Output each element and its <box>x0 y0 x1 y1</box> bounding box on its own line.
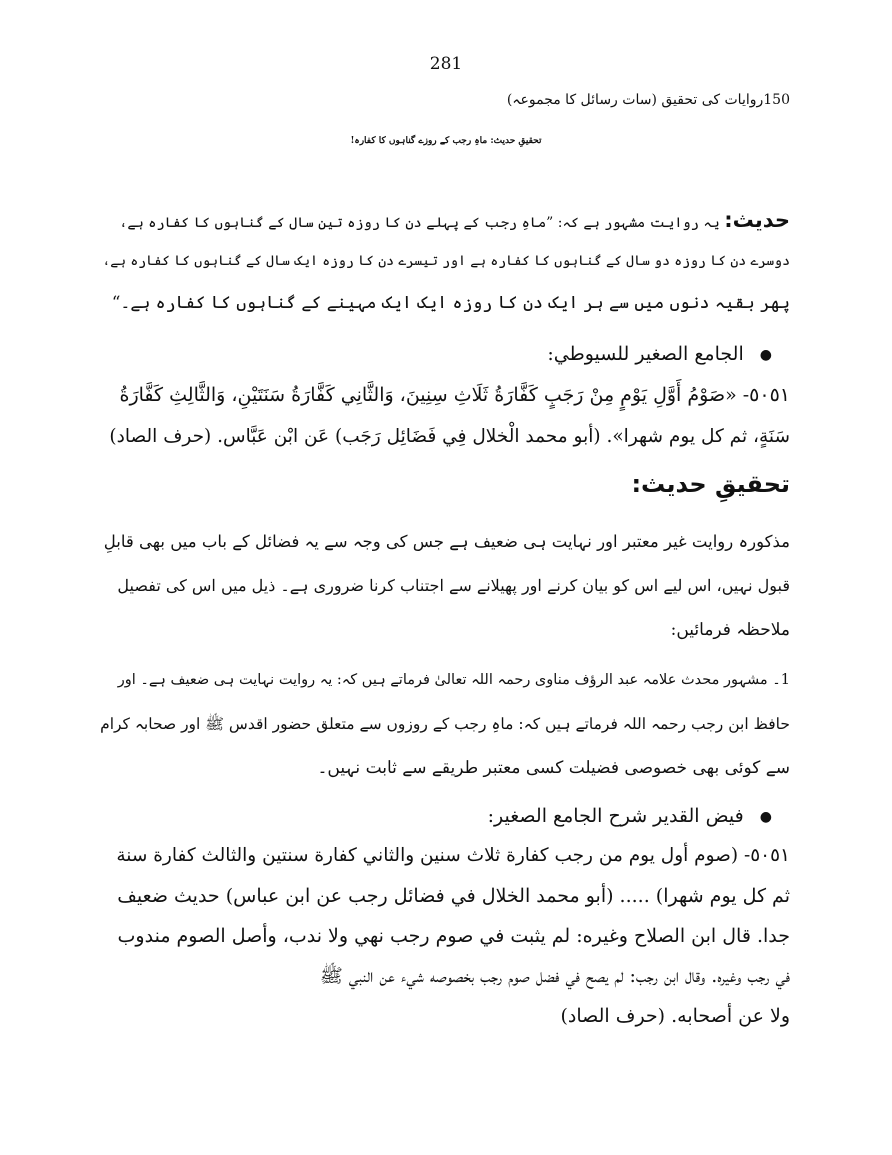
source-title: فيض القدير شرح الجامع الصغير: <box>487 805 744 827</box>
tahqiq-paragraph <box>100 520 790 652</box>
tahqiq-heading: تحقیقِ حدیث: <box>631 470 790 498</box>
arabic-text-line: في رجب وغيره. وقال ابن رجب: لم يصح في فضل صوم رجب بخصوصه شيء عن النبي ﷺ <box>319 965 790 987</box>
arabic-text-line: جدا. قال ابن الصلاح وغيره: لم يثبت في صوم رجب نهي ولا ندب، وأصل الصوم مندوب <box>117 925 790 947</box>
page-number: 281 <box>429 54 463 74</box>
bullet-icon: ● <box>759 809 772 825</box>
point-line: 1۔ مشہور محدث علامہ عبد الرؤف مناوی رحمہ اللہ تعالیٰ فرماتے ہیں کہ: یہ روایت نہایت ہی ضعیف ہے۔ اور <box>117 672 790 688</box>
hadith-line: دوسرے دن کا روزہ دو سال کے گناہوں کا کفارہ ہے اور تیسرے دن کا روزہ ایک سال کے گناہوں کا کفارہ ہے، <box>102 253 790 269</box>
arabic-text-line: سَنَةٍ، ثم كل يوم شهرا». (أبو محمد الْخلال فِي فَضَائِل رَجَب) عَن ابْن عَبَّاس. (حرف الصاد) <box>109 426 790 447</box>
arabic-text-line: ولا عن أصحابه. (حرف الصاد) <box>560 1005 790 1027</box>
bullet-icon: ● <box>759 347 772 363</box>
arabic-text-line: ٥٠٥١- «صَوْمُ أَوَّلِ يَوْمٍ مِنْ رَجَبٍ كَفَّارَةُ ثَلَاثِ سِنِينَ، وَالثَّانِي كَفَّارَةُ سَنَتَيْنِ، وَالثَّالِثِ كَفَّارَةُ <box>119 384 790 406</box>
point-1-paragraph <box>100 658 790 790</box>
source-title: الجامع الصغير للسيوطي: <box>547 343 744 365</box>
hadith-label: حدیث: <box>724 208 790 232</box>
point-line: حافظ ابن رجب رحمہ اللہ فرماتے ہیں کہ: ماہِ رجب کے روزوں سے متعلق حضور اقدس ﷺ اور صحابہ کرام <box>100 715 790 733</box>
tahqiq-line: مذکورہ روایت غیر معتبر اور نہایت ہی ضعیف ہے جس کی وجہ سے یہ فضائل کے باب میں بھی قابلِ <box>103 532 790 551</box>
page-title: تحقیقِ حدیث: ماہِ رجب کے روزے گناہوں کا کفارہ! <box>350 136 542 146</box>
hadith-line: یہ روایت مشہور ہے کہ: ”ماہِ رجب کے پہلے دن کا روزہ تین سال کے گناہوں کا کفارہ ہے، <box>119 215 720 231</box>
arabic-text-line: ثم كل يوم شهرا) ..... (أبو محمد الخلال في فضائل رجب عن ابن عباس) حديث ضعيف <box>117 885 790 907</box>
hadith-line: پھر بقیہ دنوں میں سے ہر ایک دن کا روزہ ایک ایک مہینے کے گناہوں کا کفارہ ہے۔“ <box>111 293 790 313</box>
running-header: 150روایات کی تحقیق (سات رسائل کا مجموعہ) <box>506 92 790 108</box>
source-1-block <box>100 334 790 458</box>
point-line: سے کوئی بھی خصوصی فضیلت کسی معتبر طریقے سے ثابت نہیں۔ <box>317 758 790 778</box>
arabic-text-line: ٥٠٥١- (صوم أول يوم من رجب كفارة ثلاث سنين والثاني كفارة سنتين والثالث كفارة سنة <box>116 845 790 866</box>
hadith-paragraph <box>100 200 790 324</box>
tahqiq-line: ملاحظہ فرمائیں: <box>670 620 790 640</box>
tahqiq-line: قبول نہیں، اس لیے اس کو بیان کرنے اور پھیلانے سے اجتناب کرنا ضروری ہے۔ ذیل میں اس کی تفصیل <box>117 576 790 595</box>
source-2-block <box>100 796 790 1036</box>
